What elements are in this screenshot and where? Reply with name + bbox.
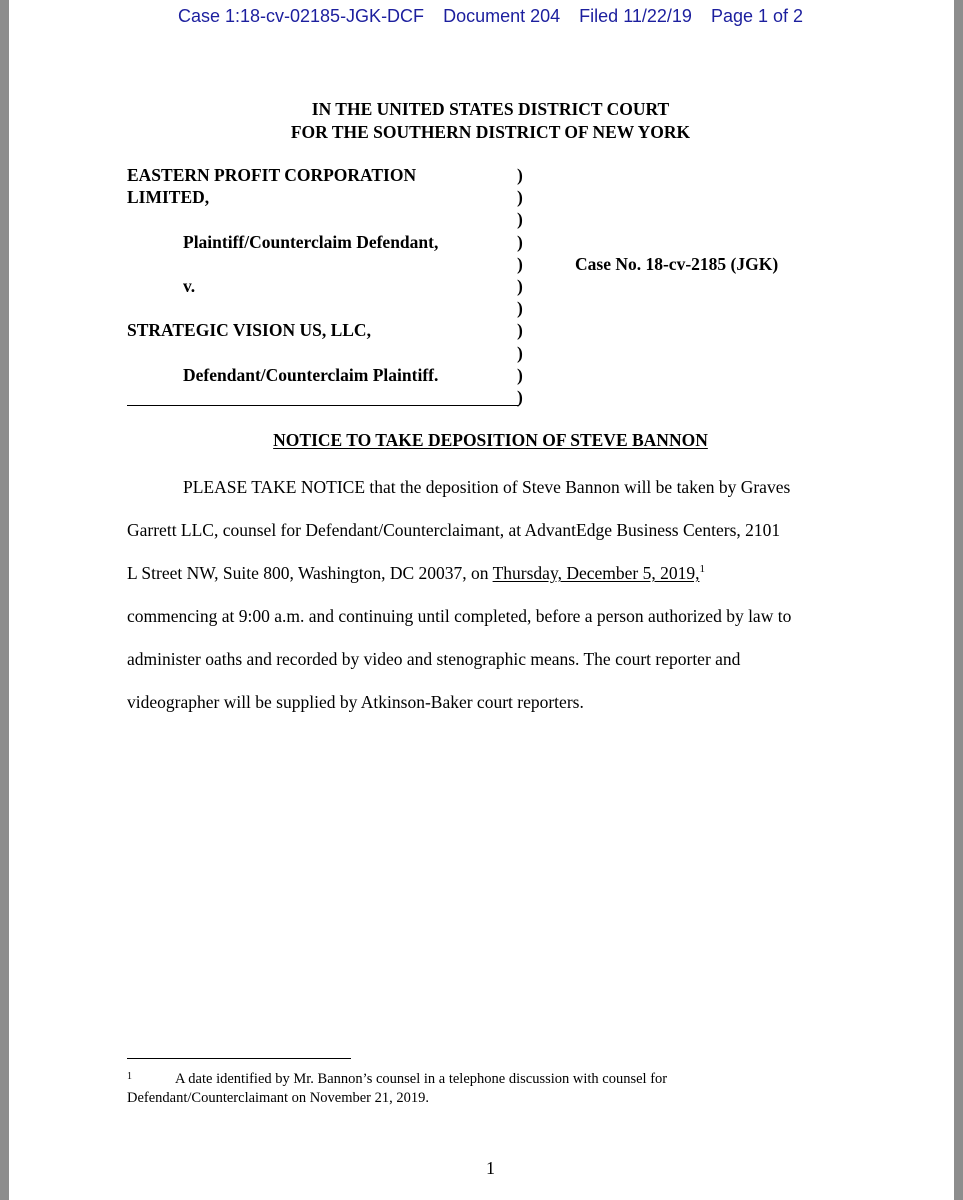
- deposition-date: Thursday, December 5, 2019,: [492, 563, 700, 583]
- caption-paren: ): [517, 209, 523, 229]
- body-line-3-prefix: L Street NW, Suite 800, Washington, DC 20037, on: [127, 563, 493, 583]
- caption-paren: ): [517, 387, 523, 407]
- body-line-3: [127, 563, 705, 584]
- plaintiff-name-line1: EASTERN PROFIT CORPORATION: [127, 165, 417, 185]
- footnote-mark: 1: [127, 1071, 132, 1082]
- caption-underline: [127, 405, 519, 406]
- caption-paren: ): [517, 254, 523, 274]
- ecf-page-count: Page 1 of 2: [710, 6, 804, 26]
- notice-title: NOTICE TO TAKE DEPOSITION OF STEVE BANNON: [273, 430, 708, 450]
- court-heading: [9, 98, 963, 144]
- plaintiff-name-line2: LIMITED,: [127, 187, 210, 207]
- ecf-filing-header: [9, 6, 963, 27]
- caption-paren: ): [517, 343, 523, 363]
- body-line-2: Garrett LLC, counsel for Defendant/Counterclaimant, at AdvantEdge Business Centers, 2101: [127, 520, 781, 540]
- caption-paren: ): [517, 320, 523, 340]
- page-number: 1: [486, 1158, 495, 1178]
- body-line-6: videographer will be supplied by Atkinson-Baker court reporters.: [127, 692, 584, 712]
- footnote-separator: [127, 1058, 351, 1059]
- footnote-reference: 1: [699, 563, 705, 575]
- ecf-case-number: Case 1:18-cv-02185-JGK-DCF: [177, 6, 425, 26]
- footnote: [127, 1067, 847, 1108]
- court-heading-line1: IN THE UNITED STATES DISTRICT COURT: [311, 99, 670, 119]
- defendant-role: Defendant/Counterclaim Plaintiff.: [183, 365, 439, 385]
- caption-paren: ): [517, 165, 523, 185]
- ecf-document-number: Document 204: [443, 6, 561, 26]
- footnote-line-1: [127, 1067, 847, 1089]
- body-line-1: PLEASE TAKE NOTICE that the deposition of Steve Bannon will be taken by Graves: [183, 477, 791, 497]
- footnote-line-2: Defendant/Counterclaimant on November 21, 2019.: [127, 1090, 430, 1106]
- caption-paren: ): [517, 232, 523, 252]
- case-number: Case No. 18-cv-2185 (JGK): [575, 254, 779, 274]
- footnote-text-line1: A date identified by Mr. Bannon’s counsel in a telephone discussion with counsel for: [175, 1071, 668, 1087]
- caption-paren: ): [517, 276, 523, 296]
- versus-label: v.: [183, 276, 196, 296]
- defendant-name: STRATEGIC VISION US, LLC,: [127, 320, 371, 340]
- body-line-4: commencing at 9:00 a.m. and continuing until completed, before a person authorized by law to: [127, 606, 792, 626]
- caption-paren: ): [517, 187, 523, 207]
- court-heading-line2: FOR THE SOUTHERN DISTRICT OF NEW YORK: [290, 122, 691, 142]
- caption-paren: ): [517, 298, 523, 318]
- ecf-filed-date: Filed 11/22/19: [579, 6, 692, 26]
- plaintiff-role: Plaintiff/Counterclaim Defendant,: [183, 232, 439, 252]
- caption-paren: ): [517, 365, 523, 385]
- body-line-5: administer oaths and recorded by video and stenographic means. The court reporter and: [127, 649, 741, 669]
